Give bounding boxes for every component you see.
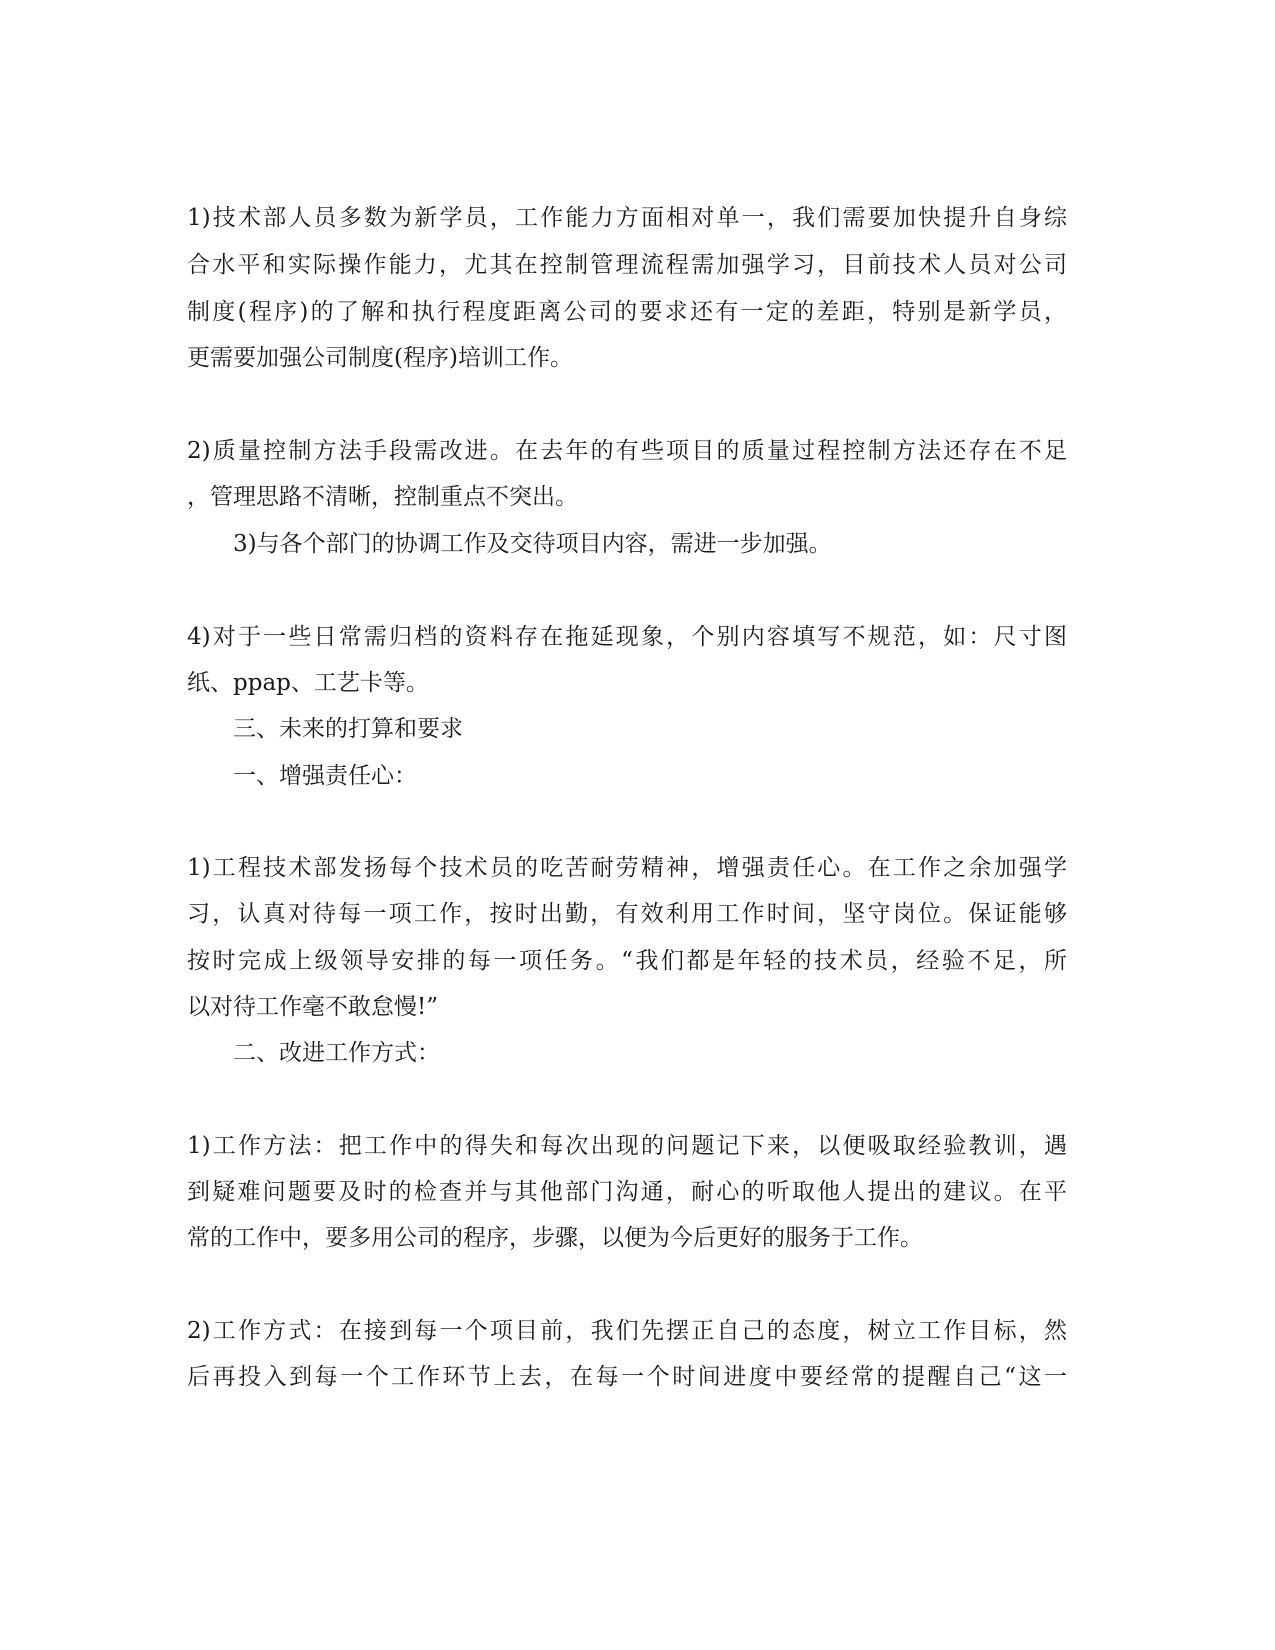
text-line: 1)工作方法：把工作中的得失和每次出现的问题记下来，以便吸取经验教训，遇 (187, 1133, 1067, 1159)
section-heading: 三、未来的打算和要求 (233, 716, 463, 742)
text-line: 2)质量控制方法手段需改进。在去年的有些项目的质量过程控制方法还存在不足 (187, 438, 1067, 464)
text-line: 习，认真对待每一项工作，按时出勤，有效利用工作时间，坚守岗位。保证能够 (187, 901, 1067, 927)
text-line: ，管理思路不清晰，控制重点不突出。 (187, 484, 578, 510)
text-line: 3)与各个部门的协调工作及交待项目内容，需进一步加强。 (233, 531, 832, 557)
text-line: 纸、ppap、工艺卡等。 (187, 670, 429, 696)
text-line: 到疑难问题要及时的检查并与其他部门沟通，耐心的听取他人提出的建议。在平 (187, 1179, 1067, 1205)
text-line: 更需要加强公司制度(程序)培训工作。 (187, 345, 573, 371)
sub-heading: 二、改进工作方式： (233, 1040, 440, 1066)
text-line: 常的工作中，要多用公司的程序，步骤，以便为今后更好的服务于工作。 (187, 1225, 923, 1251)
text-line: 1)工程技术部发扬每个技术员的吃苦耐劳精神，增强责任心。在工作之余加强学 (187, 855, 1067, 881)
text-line: 4)对于一些日常需归档的资料存在拖延现象，个别内容填写不规范，如：尺寸图 (187, 624, 1067, 650)
text-line: 合水平和实际操作能力，尤其在控制管理流程需加强学习，目前技术人员对公司 (187, 252, 1067, 278)
sub-heading: 一、增强责任心： (233, 763, 417, 789)
text-line: 后再投入到每一个工作环节上去，在每一个时间进度中要经常的提醒自己“这一 (187, 1364, 1067, 1390)
text-line: 制度(程序)的了解和执行程度距离公司的要求还有一定的差距，特别是新学员， (187, 299, 1067, 325)
text-line: 按时完成上级领导安排的每一项任务。“我们都是年轻的技术员，经验不足，所 (187, 948, 1067, 974)
text-line: 2)工作方式：在接到每一个项目前，我们先摆正自己的态度，树立工作目标，然 (187, 1318, 1067, 1344)
text-line: 以对待工作毫不敢怠慢!” (187, 994, 439, 1020)
text-line: 1)技术部人员多数为新学员，工作能力方面相对单一，我们需要加快提升自身综 (187, 205, 1067, 231)
